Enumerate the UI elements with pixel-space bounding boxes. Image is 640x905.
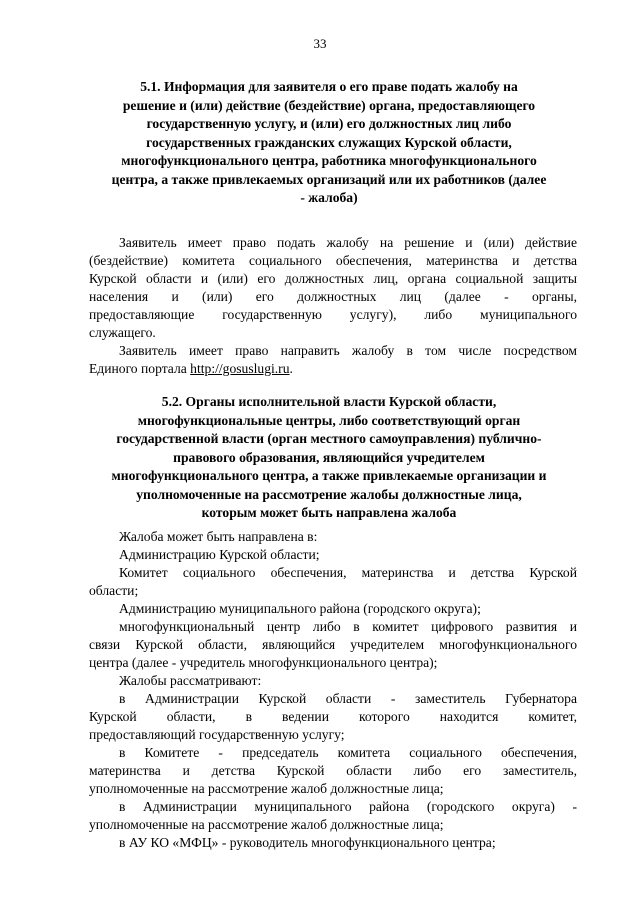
paragraph-line: области; [89,583,139,598]
paragraph-line: Администрацию муниципального района (городского округа); [119,601,481,616]
heading-line: центра, а также привлекаемых организаций или их работников (далее [111,171,547,187]
gosuslugi-link[interactable]: http://gosuslugi.ru [190,361,290,376]
paragraph-line: Заявитель имеет право направить жалобу в том числе посредством [119,343,577,358]
heading-line: 5.1. Информация для заявителя о его праве подать жалобу на [140,79,518,94]
heading-line: 5.2. Органы исполнительной власти Курской области, [161,394,497,409]
heading-line: - жалоба) [300,190,358,205]
heading-line: государственную услугу, и (или) его должностных лиц либо [146,116,512,131]
paragraph-line: уполномоченные на рассмотрение жалоб должностные лица; [89,781,444,796]
paragraph-line: служащего. [89,325,156,340]
paragraph-line: материнства и детства Курской области либо его заместитель, [89,763,577,778]
paragraph-line: в Комитете - председатель комитета социального обеспечения, [119,745,577,760]
paragraph-line: предоставляющий государственную услугу; [89,727,345,742]
heading-line: государственных гражданских служащих Курской области, [146,134,512,150]
paragraph-line: уполномоченные на рассмотрение жалоб должностные лица; [89,817,444,832]
heading-line: многофункционального центра, а также привлекаемые организации и [111,468,547,483]
paragraph-line: в Администрации муниципального района (городского округа) - [119,799,577,814]
heading-line: уполномоченные на рассмотрение жалобы должностные лица, [136,486,522,502]
heading-line: государственной власти (орган местного самоуправления) публично- [116,431,542,446]
paragraph-line: Жалобы рассматривают: [119,673,262,688]
paragraph-line: Жалоба может быть направлена в: [119,529,318,544]
paragraph-line: Администрацию Курской области; [119,547,320,562]
heading-line: многофункциональные центры, либо соответствующий орган [137,412,521,428]
heading-line: многофункционального центра, работника многофункционального [121,153,537,168]
paragraph-line: (бездействие) комитета социального обеспечения, материнства и детства [89,253,577,268]
heading-line: которым может быть направлена жалоба [201,505,457,520]
paragraph-line [89,360,577,378]
paragraph-line: Курской области, в ведении которого находится комитет, [89,709,577,724]
paragraph-line: многофункциональный центр либо в комитет цифрового развития и [119,619,577,634]
heading-line: решение и (или) действие (бездействие) органа, предоставляющего [122,97,536,113]
paragraph-line: Заявитель имеет право подать жалобу на решение и (или) действие [119,235,577,250]
paragraph-line: предоставляющие государственную услугу), либо муниципального [89,307,577,322]
paragraph-line: связи Курской области, являющийся учредителем многофункционального [89,637,577,652]
paragraph-line: в Администрации Курской области - заместитель Губернатора [119,691,577,706]
paragraph-line: Курской области и (или) его должностных лиц, органа социальной защиты [89,271,577,286]
heading-line: правового образования, являющийся учредителем [173,449,485,465]
paragraph-line: в АУ КО «МФЦ» - руководитель многофункционального центра; [119,835,496,850]
paragraph-text: . [289,361,293,376]
page-number: 33 [313,36,327,51]
paragraph-line: населения и (или) его должностных лиц (далее - органы, [89,289,577,304]
paragraph-line: центра (далее - учредитель многофункционального центра); [89,655,438,670]
paragraph-line: Комитет социального обеспечения, материнства и детства Курской [119,565,577,580]
paragraph-text: Единого портала [89,361,191,376]
